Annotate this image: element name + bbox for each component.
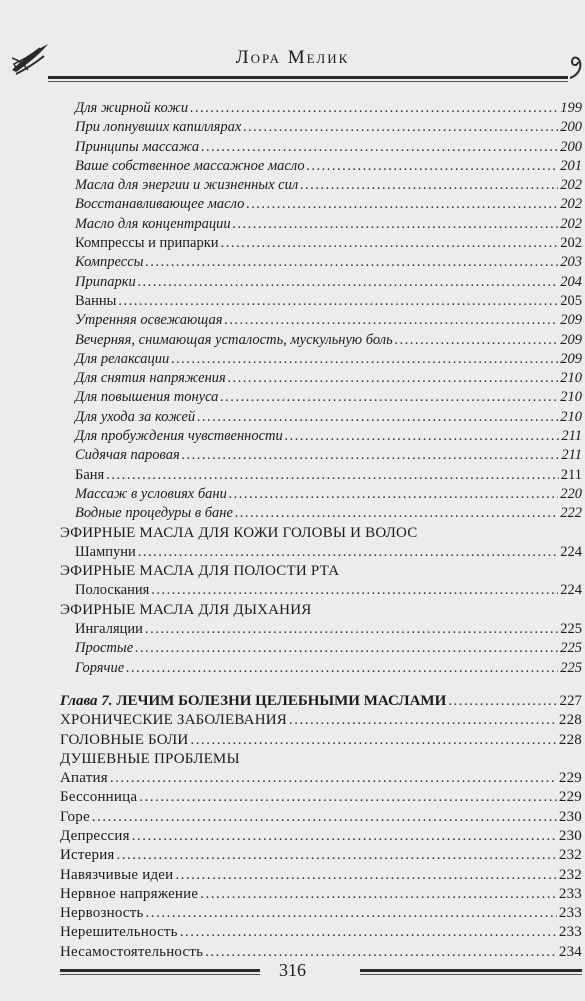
- toc-section-entry: [60, 923, 582, 942]
- toc-section-entry: [60, 904, 582, 923]
- dot-leader: [106, 466, 559, 485]
- dot-leader: [132, 827, 557, 846]
- toc-page-number: 202: [560, 215, 582, 232]
- toc-entry: [60, 234, 582, 253]
- toc-page-number: 232: [558, 847, 582, 864]
- toc-entry-title: Шампуни: [75, 543, 136, 560]
- toc-entry-title: Истерия: [60, 847, 115, 864]
- toc-page-number: 209: [560, 331, 582, 348]
- toc-entry-title: Горе: [60, 808, 90, 825]
- toc-entry-title: Ваше собственное массажное масло: [75, 157, 305, 174]
- toc-section-entry: [60, 788, 582, 807]
- toc-section-entry: [60, 827, 582, 846]
- page-footer: [0, 960, 585, 990]
- toc-page-number: 210: [560, 389, 582, 406]
- toc-entry: [60, 408, 582, 427]
- toc-section-entry: [60, 750, 582, 769]
- toc-page-number: 211: [561, 428, 582, 445]
- toc-entry-title: Для пробуждения чувственности: [75, 428, 283, 445]
- toc-page-number: 232: [558, 866, 582, 883]
- dot-leader: [171, 350, 558, 369]
- running-head: Лора Мелик: [235, 47, 350, 68]
- chapter-title: ЛЕЧИМ БОЛЕЗНИ ЦЕЛЕБНЫМИ МАСЛАМИ: [116, 692, 447, 709]
- toc-entry-title: Для жирной кожи: [75, 100, 189, 116]
- dot-leader: [243, 118, 558, 137]
- toc-page-number: 210: [560, 370, 582, 387]
- toc-entry-title: Простые: [75, 640, 134, 657]
- toc-entry: [60, 466, 582, 485]
- toc-entry-title: Для повышения тонуса: [75, 389, 219, 406]
- toc-entry-title: Апатия: [60, 770, 108, 787]
- toc-page-number: 225: [560, 640, 582, 657]
- toc-entry: [60, 504, 582, 523]
- toc-entry-title: Полоскания: [75, 582, 150, 599]
- toc-entry-title: При лопнувших капиллярах: [75, 119, 242, 136]
- dot-leader: [307, 157, 559, 176]
- toc-section-entry: [60, 731, 582, 750]
- toc-entry-title: ГОЛОВНЫЕ БОЛИ: [60, 731, 189, 748]
- toc-entry-title: ДУШЕВНЫЕ ПРОБЛЕМЫ: [60, 750, 240, 767]
- toc-section-entry: [60, 808, 582, 827]
- toc-entry-title: Нервозность: [60, 905, 144, 922]
- toc-entry-title: Горячие: [75, 659, 125, 676]
- toc-entry-title: Несамостоятельность: [60, 943, 204, 960]
- toc-entry-title: Баня: [75, 466, 105, 483]
- toc-page-number: 233: [558, 905, 582, 922]
- toc-entry-title: Для ухода за кожей: [75, 408, 196, 425]
- toc-section-entry: [60, 562, 582, 581]
- toc-page-number: 202: [560, 177, 582, 194]
- toc-page-number: 230: [558, 827, 582, 844]
- toc-page-number: 202: [560, 196, 582, 213]
- dot-leader: [220, 388, 558, 407]
- toc-entry: [60, 350, 582, 369]
- toc-entry-title: Вечерняя, снимающая усталость, мускульную боль: [75, 331, 393, 348]
- dot-leader: [221, 234, 559, 253]
- dot-leader: [300, 176, 558, 195]
- dot-leader: [190, 731, 556, 750]
- toc-entry-title: [60, 692, 446, 711]
- toc-entry: [60, 446, 582, 465]
- page-number: 316: [279, 960, 306, 980]
- toc-page-number: 233: [558, 924, 582, 941]
- toc-entry-title: Водные процедуры в бане: [75, 505, 233, 522]
- toc-entry-title: Сидячая паровая: [75, 447, 180, 464]
- toc-entry-title: Утренняя освежающая: [75, 312, 223, 329]
- dot-leader: [182, 446, 560, 465]
- dot-leader: [246, 195, 558, 214]
- dot-leader: [139, 788, 557, 807]
- toc-chapter-heading: [60, 692, 582, 711]
- toc-page-number: 228: [558, 731, 582, 748]
- toc-page-number: 203: [560, 254, 582, 271]
- dot-leader: [201, 138, 558, 157]
- toc-entry-title: Ванны: [75, 292, 117, 309]
- toc-page-number: 227: [559, 692, 582, 709]
- toc-section-entry: [60, 846, 582, 865]
- toc-entry: [60, 273, 582, 292]
- toc-section-entry: [60, 769, 582, 788]
- dot-leader: [197, 408, 558, 427]
- toc-entry: [60, 157, 582, 176]
- toc-page-number: 234: [558, 943, 582, 960]
- dot-leader: [117, 846, 557, 865]
- toc-page-number: 210: [560, 408, 582, 425]
- toc-entry-title: Для снятия напряжения: [75, 370, 226, 387]
- toc-page-number: 205: [560, 292, 582, 309]
- dot-leader: [92, 808, 557, 827]
- toc-page-number: 220: [560, 485, 582, 502]
- toc-page-number: 228: [558, 712, 582, 729]
- toc-page-number: 209: [560, 312, 582, 329]
- dot-leader: [180, 923, 557, 942]
- toc-entry: [60, 581, 582, 600]
- dot-leader: [229, 485, 558, 504]
- header-rule-thin: [48, 81, 568, 82]
- toc-page-number: 229: [558, 789, 582, 806]
- toc-entry: [60, 215, 582, 234]
- toc-page-number: 233: [558, 885, 582, 902]
- toc-page-number: 224: [560, 582, 582, 599]
- toc-page-number: 222: [560, 505, 582, 522]
- scroll-ornament-icon: [568, 50, 585, 80]
- footer-rule-right-thin: [360, 974, 582, 975]
- toc-page-number: 200: [560, 119, 582, 136]
- dot-leader: [175, 866, 557, 885]
- toc-entry-title: Навязчивые идеи: [60, 866, 174, 883]
- toc-entry-title: Нерешительность: [60, 924, 178, 941]
- toc-entry: [60, 331, 582, 350]
- toc-entry-title: Восстанавливающее масло: [75, 196, 245, 213]
- toc-entry-title: Масло для концентрации: [75, 215, 231, 232]
- toc-page-number: 225: [560, 659, 582, 676]
- toc-entry: [60, 253, 582, 272]
- dot-leader: [448, 692, 557, 711]
- toc-entry: [60, 292, 582, 311]
- dot-leader: [395, 331, 559, 350]
- toc-section-entry: [60, 524, 582, 543]
- dot-leader: [285, 427, 560, 446]
- dot-leader: [225, 311, 559, 330]
- toc-entry-title: Бессонница: [60, 789, 138, 806]
- toc-entry: [60, 659, 582, 678]
- toc-page-number: 199: [560, 100, 582, 116]
- toc-entry: [60, 99, 582, 118]
- toc-entry: [60, 369, 582, 388]
- toc-page-number: 202: [560, 235, 582, 252]
- toc-entry: [60, 388, 582, 407]
- toc-section-entry: [60, 866, 582, 885]
- dot-leader: [118, 292, 558, 311]
- toc-page-number: 211: [561, 447, 582, 464]
- chapter-label: Глава 7.: [60, 692, 113, 709]
- toc-entry: [60, 639, 582, 658]
- toc-entry-title: Нервное напряжение: [60, 885, 199, 902]
- toc-entry: [60, 427, 582, 446]
- dot-leader: [235, 504, 558, 523]
- toc-section-entry: [60, 885, 582, 904]
- dot-leader: [145, 253, 558, 272]
- toc-section-entry: [60, 711, 582, 730]
- page-header: [0, 0, 585, 90]
- toc-entry-title: Масла для энергии и жизненных сил: [75, 177, 299, 194]
- toc-entry: [60, 620, 582, 639]
- toc-page-number: 225: [560, 621, 582, 638]
- toc-entry-title: Ингаляции: [75, 621, 143, 638]
- toc-entry-title: Компрессы и припарки: [75, 235, 219, 252]
- toc-entry: [60, 176, 582, 195]
- dot-leader: [110, 769, 557, 788]
- toc-entry-title: ЭФИРНЫЕ МАСЛА ДЛЯ ДЫХАНИЯ: [60, 601, 312, 618]
- toc-entry-title: Депрессия: [60, 827, 130, 844]
- toc-entry: [60, 138, 582, 157]
- toc-entry-title: Для релаксации: [75, 350, 170, 367]
- dot-leader: [289, 711, 557, 730]
- dot-leader: [190, 99, 558, 118]
- table-of-contents: [60, 99, 582, 962]
- toc-entry: [60, 311, 582, 330]
- toc-page-number: 224: [560, 543, 582, 560]
- toc-page-number: 200: [560, 138, 582, 155]
- toc-page-number: 230: [558, 808, 582, 825]
- dot-leader: [233, 215, 559, 234]
- dot-leader: [146, 904, 557, 923]
- toc-page-number: 209: [560, 350, 582, 367]
- dot-leader: [200, 885, 557, 904]
- toc-entry: [60, 118, 582, 137]
- toc-entry-title: Припарки: [75, 273, 136, 290]
- toc-page-number: 201: [560, 157, 582, 174]
- dot-leader: [151, 581, 558, 600]
- toc-entry-title: ЭФИРНЫЕ МАСЛА ДЛЯ КОЖИ ГОЛОВЫ И ВОЛОС: [60, 524, 418, 541]
- dot-leader: [145, 620, 558, 639]
- toc-entry-title: ХРОНИЧЕСКИЕ ЗАБОЛЕВАНИЯ: [60, 712, 287, 729]
- toc-entry: [60, 485, 582, 504]
- toc-entry-title: Принципы массажа: [75, 138, 200, 155]
- dot-leader: [126, 659, 558, 678]
- toc-section-entry: [60, 601, 582, 620]
- toc-page-number: 204: [560, 273, 582, 290]
- dot-leader: [135, 639, 558, 658]
- dot-leader: [228, 369, 558, 388]
- footer-rule-right: [360, 969, 582, 972]
- toc-page-number: 211: [560, 466, 582, 483]
- toc-entry: [60, 195, 582, 214]
- toc-entry-title: Массаж в условиях бани: [75, 485, 227, 502]
- dot-leader: [138, 273, 558, 292]
- toc-entry: [60, 543, 582, 562]
- header-rule: [48, 76, 568, 79]
- toc-page-number: 229: [558, 770, 582, 787]
- toc-entry-title: ЭФИРНЫЕ МАСЛА ДЛЯ ПОЛОСТИ РТА: [60, 563, 340, 580]
- toc-entry-title: Компрессы: [75, 254, 144, 271]
- dot-leader: [138, 543, 558, 562]
